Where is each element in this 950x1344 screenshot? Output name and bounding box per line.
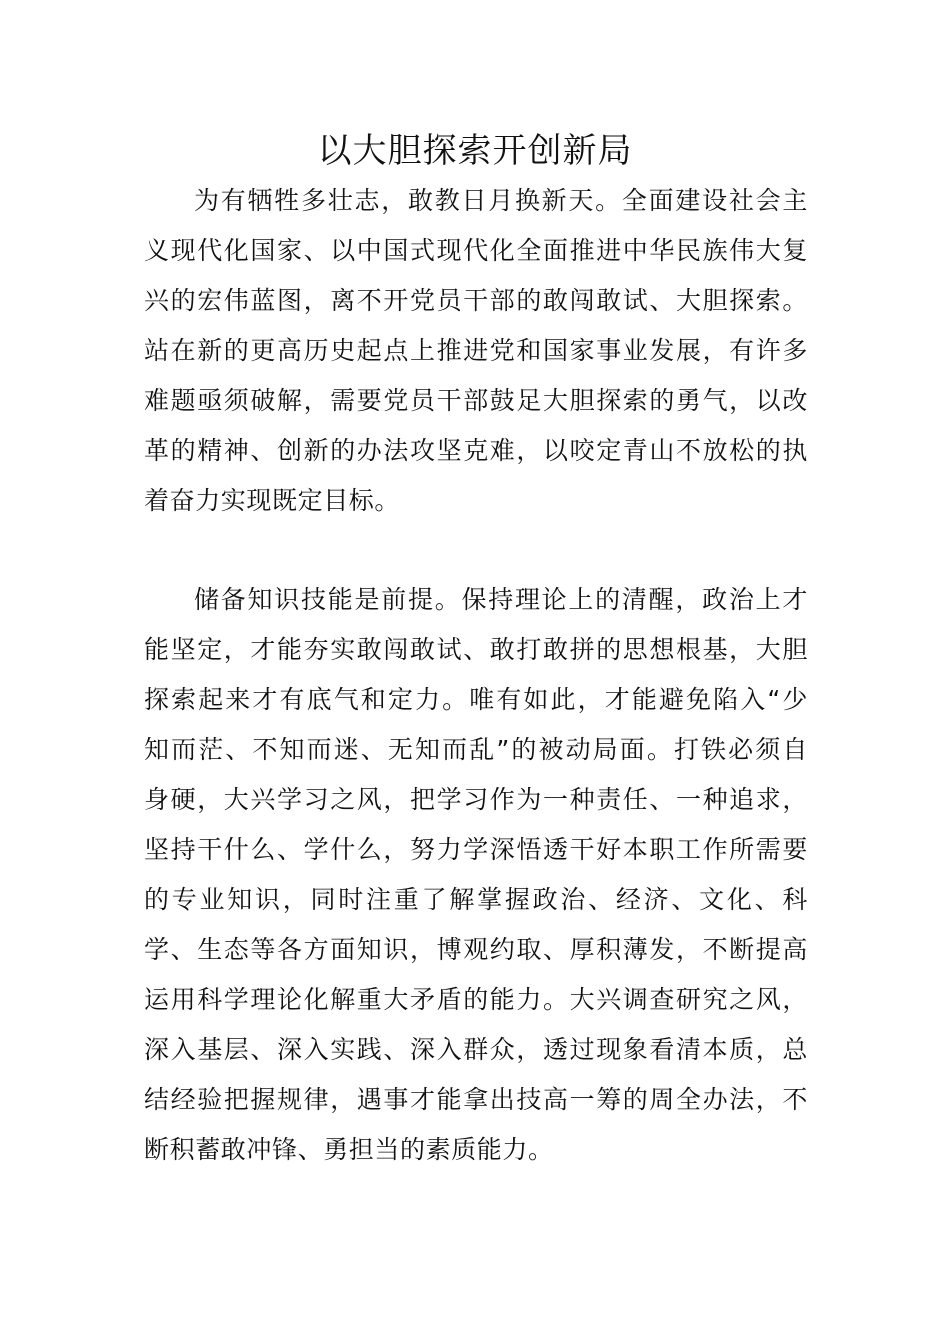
paragraph-line: 的专业知识，同时注重了解掌握政治、经济、文化、科 bbox=[144, 885, 808, 914]
paragraph-line: 深入基层、深入实践、深入群众，透过现象看清本质，总 bbox=[144, 1035, 808, 1064]
paragraph-line: 储备知识技能是前提。保持理论上的清醒，政治上才 bbox=[194, 585, 808, 614]
paragraph-line: 义现代化国家、以中国式现代化全面推进中华民族伟大复 bbox=[144, 236, 808, 265]
paragraph-line: 站在新的更高历史起点上推进党和国家事业发展，有许多 bbox=[144, 336, 808, 365]
paragraph-line: 身硬，大兴学习之风，把学习作为一种责任、一种追求， bbox=[144, 785, 808, 814]
paragraph-line: 兴的宏伟蓝图，离不开党员干部的敢闯敢试、大胆探索。 bbox=[144, 286, 808, 315]
paragraph-line: 能坚定，才能夯实敢闯敢试、敢打敢拼的思想根基，大胆 bbox=[144, 635, 808, 664]
paragraph-line: 运用科学理论化解重大矛盾的能力。大兴调查研究之风， bbox=[144, 985, 808, 1014]
paragraph-line: 结经验把握规律，遇事才能拿出技高一筹的周全办法，不 bbox=[144, 1085, 808, 1114]
paragraph-line: 坚持干什么、学什么，努力学深悟透干好本职工作所需要 bbox=[144, 835, 808, 864]
paragraph-line: 着奋力实现既定目标。 bbox=[144, 486, 401, 515]
paragraph-line: 知而茫、不知而迷、无知而乱”的被动局面。打铁必须自 bbox=[144, 735, 808, 764]
paragraph-line: 难题亟须破解，需要党员干部鼓足大胆探索的勇气，以改 bbox=[144, 386, 808, 415]
paragraph-line: 革的精神、创新的办法攻坚克难，以咬定青山不放松的执 bbox=[144, 436, 808, 465]
paragraph-line: 为有牺牲多壮志，敢教日月换新天。全面建设社会主 bbox=[194, 186, 808, 215]
paragraph-2 bbox=[144, 575, 808, 1175]
document-title: 以大胆探索开创新局 bbox=[317, 131, 633, 171]
paragraph-line: 探索起来才有底气和定力。唯有如此，才能避免陷入“少 bbox=[144, 685, 808, 714]
paragraph-line: 学、生态等各方面知识，博观约取、厚积薄发，不断提高 bbox=[144, 935, 808, 964]
paragraph-line: 断积蓄敢冲锋、勇担当的素质能力。 bbox=[144, 1135, 554, 1164]
paragraph-1 bbox=[144, 176, 808, 526]
